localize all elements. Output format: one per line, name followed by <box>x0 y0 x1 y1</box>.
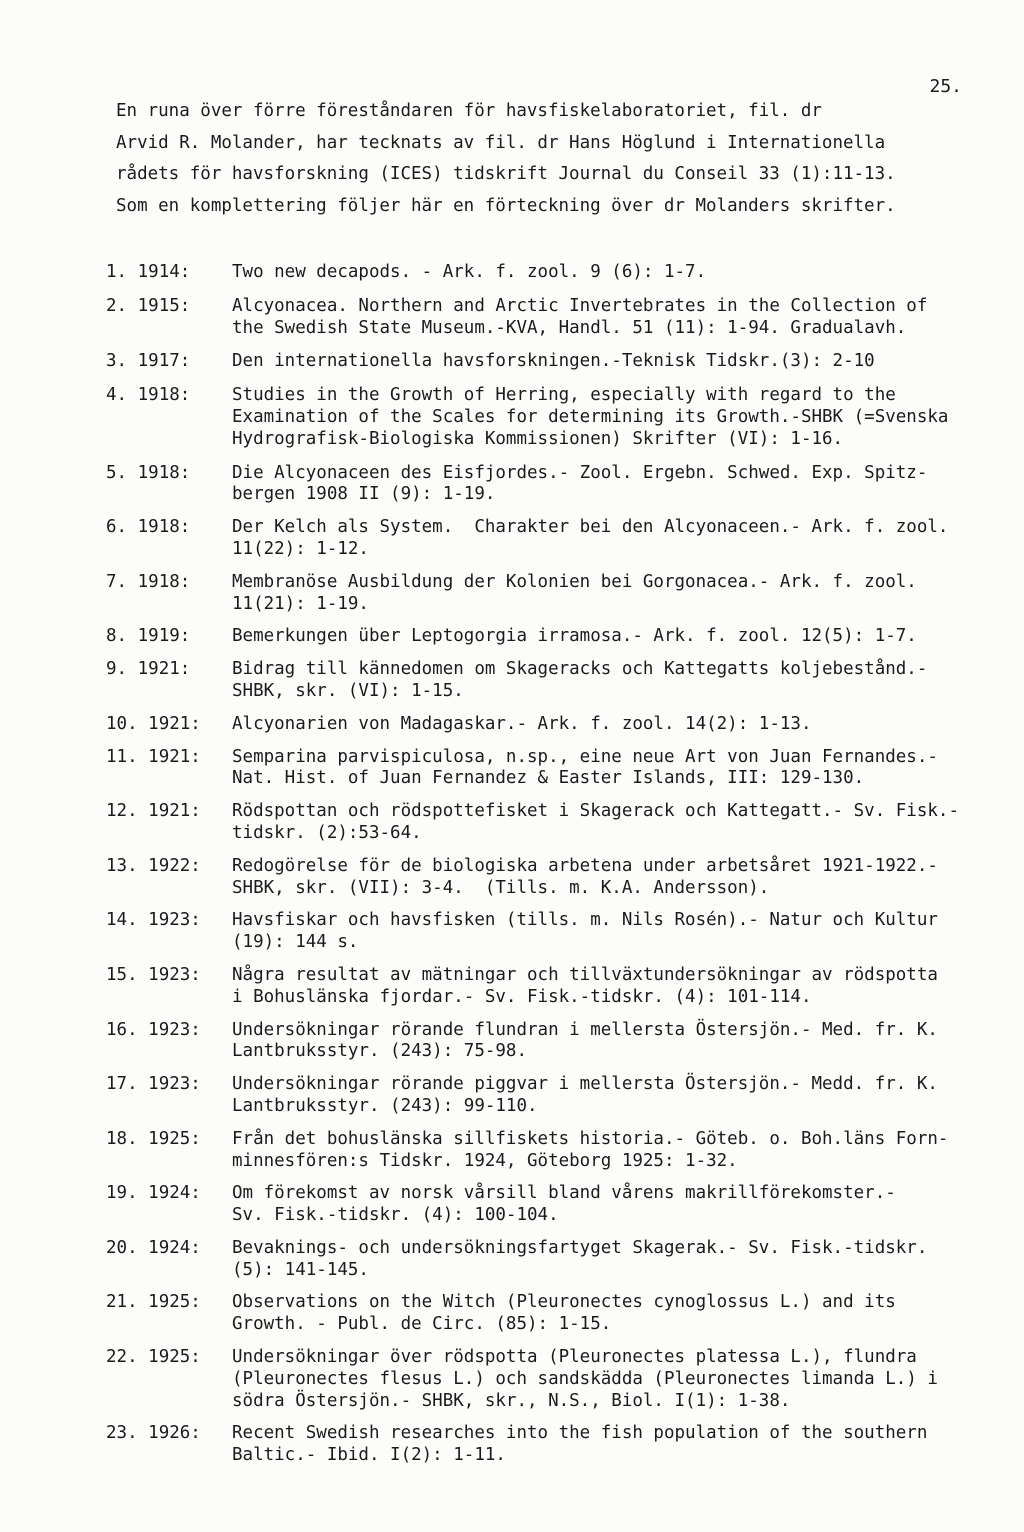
bibliography-entry <box>106 747 986 791</box>
entry-citation <box>232 1238 986 1282</box>
citation-line: Från det bohuslänska sillfiskets historia.- Göteb. o. Boh.läns Forn- <box>232 1128 949 1149</box>
entry-citation <box>232 1423 986 1467</box>
entry-year: 1922: <box>148 855 201 876</box>
entry-number-year <box>106 1074 232 1118</box>
citation-line: the Swedish State Museum.-KVA, Handl. 51 (11): 1-94. Gradualavh. <box>232 317 907 338</box>
bibliography-entry <box>106 351 986 373</box>
citation-line: Die Alcyonaceen des Eisfjordes.- Zool. Ergebn. Schwed. Exp. Spitz- <box>232 462 928 483</box>
entry-number: 3. <box>106 351 128 372</box>
entry-number-year <box>106 463 232 507</box>
entry-number: 8. <box>106 626 128 647</box>
entry-number: 17. <box>106 1074 138 1095</box>
citation-line: (19): 144 s. <box>232 932 359 953</box>
entry-year: 1918: <box>137 517 191 538</box>
bibliography-entry <box>106 1292 986 1336</box>
entry-number-year <box>106 262 232 284</box>
citation-line: 11(21): 1-19. <box>232 593 369 614</box>
entry-year: 1923: <box>148 910 201 931</box>
bibliography-entry <box>106 659 986 703</box>
entry-number: 13. <box>106 855 138 876</box>
entry-number-year <box>106 910 232 954</box>
intro-line: En runa över förre föreståndaren för havsfiskelaboratoriet, fil. dr <box>116 101 822 121</box>
bibliography-entry <box>106 856 986 900</box>
entry-number: 15. <box>106 964 138 985</box>
citation-line: Undersökningar rörande flundran i mellersta Östersjön.- Med. fr. K. <box>232 1019 938 1040</box>
entry-year: 1918: <box>137 462 191 483</box>
citation-line: Der Kelch als System. Charakter bei den Alcyonaceen.- Ark. f. zool. <box>232 517 949 538</box>
entry-number-year <box>106 747 232 791</box>
citation-line: Observations on the Witch (Pleuronectes cynoglossus L.) and its <box>232 1292 896 1313</box>
bibliography-entry <box>106 463 986 507</box>
entry-number: 1. <box>106 262 128 282</box>
entry-year: 1915: <box>137 295 191 316</box>
entry-number-year <box>106 714 232 736</box>
page-number: 25. <box>929 76 962 97</box>
entry-citation <box>232 385 986 450</box>
entry-year: 1923: <box>148 964 201 985</box>
citation-line: Examination of the Scales for determining its Growth.-SHBK (=Svenska <box>232 406 949 427</box>
bibliography-entry <box>106 1074 986 1118</box>
entry-number: 21. <box>106 1292 138 1313</box>
entry-year: 1925: <box>148 1128 201 1149</box>
entry-year: 1923: <box>148 1074 201 1095</box>
entry-year: 1925: <box>148 1347 201 1368</box>
entry-year: 1918: <box>137 385 191 406</box>
entry-year: 1921: <box>137 659 191 680</box>
entry-number-year <box>106 385 232 450</box>
entry-number: 4. <box>106 385 128 406</box>
entry-citation <box>232 1074 986 1118</box>
citation-line: (5): 141-145. <box>232 1259 369 1280</box>
citation-line: Havsfiskar och havsfisken (tills. m. Nils Rosén).- Natur och Kultur <box>232 910 938 931</box>
entry-year: 1917: <box>137 351 191 372</box>
citation-line: Two new decapods. - Ark. f. zool. 9 (6): 1-7. <box>232 262 707 282</box>
entry-number-year <box>106 1347 232 1412</box>
entry-number: 22. <box>106 1347 138 1368</box>
entry-citation <box>232 1347 986 1412</box>
entry-number-year <box>106 296 232 340</box>
entry-citation <box>232 856 986 900</box>
bibliography-entry <box>106 714 986 736</box>
bibliography-entry <box>106 517 986 561</box>
entry-year: 1921: <box>148 746 201 767</box>
bibliography-entry <box>106 1129 986 1173</box>
entry-year: 1924: <box>148 1237 201 1258</box>
intro-paragraph <box>116 96 976 222</box>
citation-line: Alcyonarien von Madagaskar.- Ark. f. zool. 14(2): 1-13. <box>232 713 812 734</box>
intro-line: rådets för havsforskning (ICES) tidskrift Journal du Conseil 33 (1):11-13. <box>116 164 896 184</box>
entry-number-year <box>106 1020 232 1064</box>
citation-line: Membranöse Ausbildung der Kolonien bei Gorgonacea.- Ark. f. zool. <box>232 571 917 592</box>
citation-line: Bevaknings- och undersökningsfartyget Skagerak.- Sv. Fisk.-tidskr. <box>232 1237 928 1258</box>
citation-line: Bemerkungen über Leptogorgia irramosa.- Ark. f. zool. 12(5): 1-7. <box>232 626 917 647</box>
citation-line: Sv. Fisk.-tidskr. (4): 100-104. <box>232 1205 559 1226</box>
entry-number: 20. <box>106 1237 138 1258</box>
entry-number-year <box>106 572 232 616</box>
citation-line: Hydrografisk-Biologiska Kommissionen) Skrifter (VI): 1-16. <box>232 428 844 449</box>
entry-citation <box>232 714 986 736</box>
entry-number-year <box>106 1423 232 1467</box>
entry-citation <box>232 1020 986 1064</box>
entry-number: 12. <box>106 801 138 822</box>
entry-year: 1914: <box>137 262 191 282</box>
bibliography-entry <box>106 385 986 450</box>
bibliography-entry <box>106 1347 986 1412</box>
citation-line: Nat. Hist. of Juan Fernandez & Easter Islands, III: 129-130. <box>232 768 865 789</box>
citation-line: Recent Swedish researches into the fish population of the southern <box>232 1423 928 1444</box>
citation-line: (Pleuronectes flesus L.) och sandskädda (Pleuronectes limanda L.) i <box>232 1368 938 1389</box>
entry-number: 5. <box>106 462 128 483</box>
entry-citation <box>232 517 986 561</box>
entry-number: 11. <box>106 746 138 767</box>
intro-line: Som en komplettering följer här en förteckning över dr Molanders skrifter. <box>116 195 896 216</box>
entry-year: 1925: <box>148 1292 201 1313</box>
entry-citation <box>232 1183 986 1227</box>
entry-number-year <box>106 659 232 703</box>
entry-citation <box>232 910 986 954</box>
entry-number: 10. <box>106 713 138 734</box>
citation-line: Lantbruksstyr. (243): 99-110. <box>232 1095 538 1116</box>
citation-line: tidskr. (2):53-64. <box>232 822 422 843</box>
entry-year: 1918: <box>137 571 191 592</box>
bibliography-entry <box>106 1183 986 1227</box>
entry-number: 18. <box>106 1128 138 1149</box>
entry-citation <box>232 296 986 340</box>
citation-line: Några resultat av mätningar och tillväxtundersökningar av rödspotta <box>232 964 938 985</box>
entry-number-year <box>106 1183 232 1227</box>
citation-line: Growth. - Publ. de Circ. (85): 1-15. <box>232 1314 612 1335</box>
citation-line: Om förekomst av norsk vårsill bland vårens makrillförekomster.- <box>232 1183 896 1204</box>
entry-citation <box>232 1129 986 1173</box>
entry-citation <box>232 463 986 507</box>
citation-line: Baltic.- Ibid. I(2): 1-11. <box>232 1445 506 1466</box>
entry-year: 1926: <box>148 1423 201 1444</box>
citation-line: Alcyonacea. Northern and Arctic Invertebrates in the Collection of <box>232 295 928 316</box>
bibliography-entry <box>106 262 986 284</box>
entry-citation <box>232 965 986 1009</box>
entry-number-year <box>106 965 232 1009</box>
intro-line: Arvid R. Molander, har tecknats av fil. dr Hans Höglund i Internationella <box>116 132 886 153</box>
entry-number: 2. <box>106 295 128 316</box>
entry-citation <box>232 572 986 616</box>
entry-citation <box>232 659 986 703</box>
entry-citation <box>232 1292 986 1336</box>
bibliography-entry <box>106 1423 986 1467</box>
entry-number-year <box>106 856 232 900</box>
entry-number: 9. <box>106 659 128 680</box>
citation-line: i Bohuslänska fjordar.- Sv. Fisk.-tidskr. (4): 101-114. <box>232 986 812 1007</box>
entry-number-year <box>106 1238 232 1282</box>
entry-number: 6. <box>106 517 128 538</box>
entry-year: 1919: <box>137 626 191 647</box>
bibliography-entry <box>106 910 986 954</box>
entry-number-year <box>106 626 232 648</box>
citation-line: bergen 1908 II (9): 1-19. <box>232 484 496 505</box>
entry-year: 1921: <box>148 713 201 734</box>
citation-line: 11(22): 1-12. <box>232 538 369 559</box>
entry-citation <box>232 351 986 373</box>
entry-number: 23. <box>106 1423 138 1444</box>
citation-line: Bidrag till kännedomen om Skageracks och Kattegatts koljebestånd.- <box>232 659 928 680</box>
citation-line: södra Östersjön.- SHBK, skr., N.S., Biol. I(1): 1-38. <box>232 1390 791 1411</box>
entry-year: 1921: <box>148 801 201 822</box>
bibliography-entry <box>106 572 986 616</box>
entry-citation <box>232 747 986 791</box>
entry-citation <box>232 626 986 648</box>
bibliography-entry <box>106 1020 986 1064</box>
entry-number-year <box>106 351 232 373</box>
entry-number-year <box>106 801 232 845</box>
citation-line: Lantbruksstyr. (243): 75-98. <box>232 1041 528 1062</box>
citation-line: Den internationella havsforskningen.-Teknisk Tidskr.(3): 2-10 <box>232 351 875 372</box>
entry-year: 1923: <box>148 1019 201 1040</box>
citation-line: minnesfören:s Tidskr. 1924, Göteborg 1925: 1-32. <box>232 1150 738 1171</box>
citation-line: Semparina parvispiculosa, n.sp., eine neue Art von Juan Fernandes.- <box>232 746 938 767</box>
entry-number: 14. <box>106 910 138 931</box>
bibliography-entry <box>106 626 986 648</box>
entry-citation <box>232 801 986 845</box>
bibliography-entry <box>106 965 986 1009</box>
bibliography-entry <box>106 801 986 845</box>
citation-line: Redogörelse för de biologiska arbetena under arbetsåret 1921-1922.- <box>232 855 938 876</box>
citation-line: Studies in the Growth of Herring, especially with regard to the <box>232 385 896 406</box>
entry-year: 1924: <box>148 1183 201 1204</box>
entry-number-year <box>106 1129 232 1173</box>
bibliography-list <box>106 262 986 1467</box>
bibliography-entry <box>106 296 986 340</box>
citation-line: Rödspottan och rödspottefisket i Skagerack och Kattegatt.- Sv. Fisk.- <box>232 801 959 822</box>
entry-number: 16. <box>106 1019 138 1040</box>
entry-number-year <box>106 517 232 561</box>
entry-citation <box>232 262 986 284</box>
citation-line: SHBK, skr. (VI): 1-15. <box>232 680 464 701</box>
entry-number: 7. <box>106 571 128 592</box>
citation-line: SHBK, skr. (VII): 3-4. (Tills. m. K.A. Andersson). <box>232 877 770 898</box>
citation-line: Undersökningar rörande piggvar i mellersta Östersjön.- Medd. fr. K. <box>232 1074 938 1095</box>
citation-line: Undersökningar över rödspotta (Pleuronectes platessa L.), flundra <box>232 1347 917 1368</box>
entry-number: 19. <box>106 1183 138 1204</box>
entry-number-year <box>106 1292 232 1336</box>
bibliography-entry <box>106 1238 986 1282</box>
